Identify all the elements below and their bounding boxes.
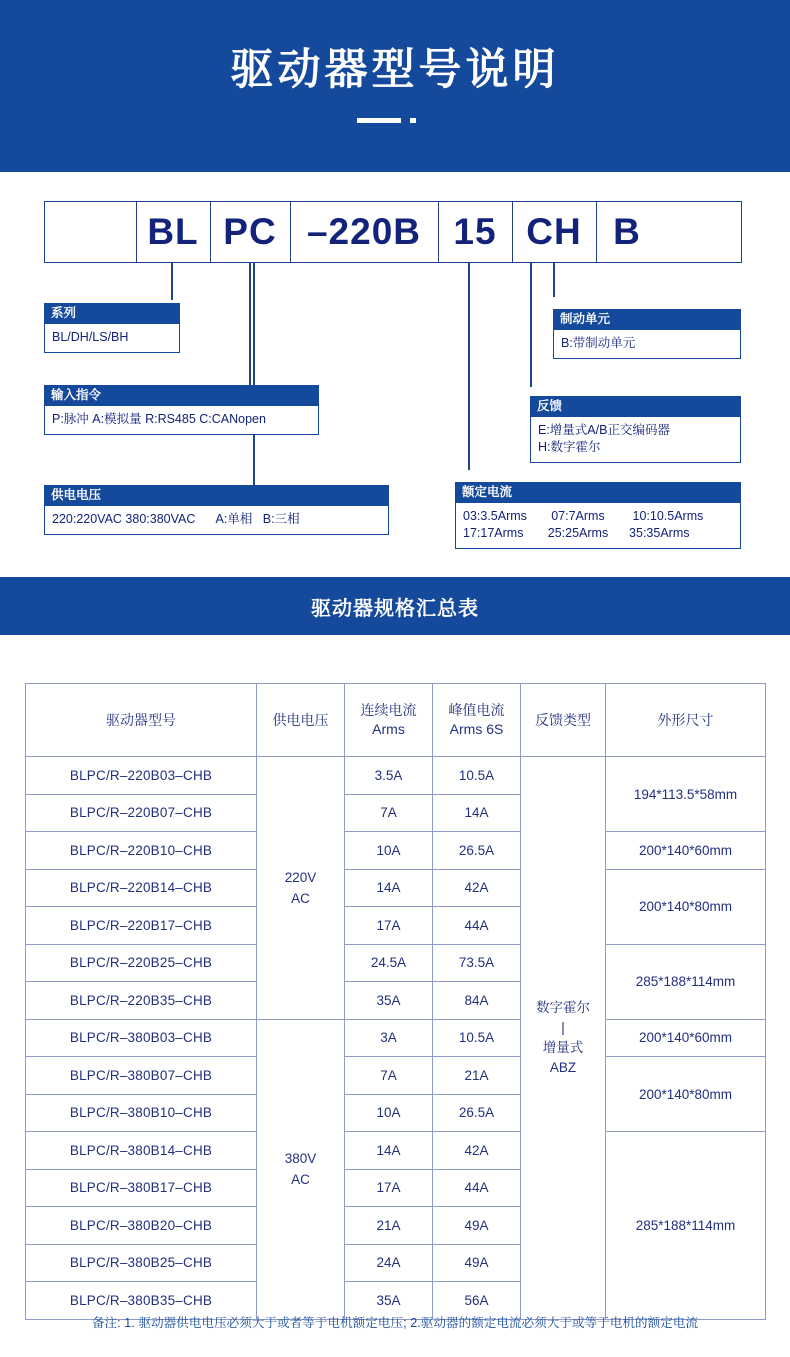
cell-continuous: 10A — [345, 1094, 433, 1132]
cell-continuous: 10A — [345, 832, 433, 870]
leader-voltage — [253, 263, 255, 485]
callout-supply-caption: 供电电压 — [44, 485, 389, 506]
cell-continuous: 24A — [345, 1244, 433, 1282]
voltage-380-l1: 380V — [284, 1151, 317, 1166]
callout-series-body — [44, 324, 180, 353]
cell-model: BLPC/R–380B10–CHB — [26, 1094, 257, 1132]
cell-peak: 73.5A — [433, 944, 521, 982]
cell-peak: 44A — [433, 1169, 521, 1207]
cell-model: BLPC/R–220B25–CHB — [26, 944, 257, 982]
code-text-input: PC — [223, 211, 277, 252]
header-dimension: 外形尺寸 — [606, 684, 766, 757]
cell-continuous: 17A — [345, 1169, 433, 1207]
table-row — [26, 757, 766, 795]
callout-supply-body — [44, 506, 389, 535]
code-text-feedback: CH — [526, 211, 582, 252]
cell-dimension: 200*140*60mm — [606, 1019, 766, 1057]
callout-feedback-line-0: E:增量式A/B正交编码器 — [538, 423, 670, 437]
header-model: 驱动器型号 — [26, 684, 257, 757]
callout-rated-current — [455, 482, 741, 549]
cell-peak: 49A — [433, 1244, 521, 1282]
feedback-line-1: 数字霍尔 — [536, 999, 590, 1015]
cell-peak: 44A — [433, 907, 521, 945]
header-continuous-current-l1: 连续电流 — [360, 702, 417, 718]
spec-table-banner — [0, 577, 790, 635]
leader-feedback — [530, 263, 532, 387]
leader-current — [468, 263, 470, 470]
cell-peak: 10.5A — [433, 757, 521, 795]
cell-continuous: 24.5A — [345, 944, 433, 982]
callout-brake-line-0: B:带制动单元 — [561, 336, 636, 350]
cell-continuous: 7A — [345, 794, 433, 832]
code-box-0 — [45, 202, 137, 262]
callout-feedback — [530, 396, 741, 463]
cell-peak: 10.5A — [433, 1019, 521, 1057]
leader-series — [171, 263, 173, 300]
callout-brake-body — [553, 330, 741, 359]
cell-continuous: 7A — [345, 1057, 433, 1095]
callout-feedback-line-1: H:数字霍尔 — [538, 440, 601, 454]
leader-input — [249, 263, 251, 385]
callout-brake-unit — [553, 309, 741, 359]
cell-peak: 84A — [433, 982, 521, 1020]
cell-continuous: 14A — [345, 869, 433, 907]
spec-table-wrap — [25, 683, 765, 1320]
cell-model: BLPC/R–220B35–CHB — [26, 982, 257, 1020]
cell-continuous: 14A — [345, 1132, 433, 1170]
cell-continuous: 35A — [345, 982, 433, 1020]
cell-model: BLPC/R–220B17–CHB — [26, 907, 257, 945]
cell-continuous: 17A — [345, 907, 433, 945]
callout-input-line-0: P:脉冲 A:模拟量 R:RS485 C:CANopen — [52, 412, 266, 426]
cell-peak: 14A — [433, 794, 521, 832]
code-text-voltage: –220B — [306, 211, 422, 252]
cell-dimension: 285*188*114mm — [606, 944, 766, 1019]
table-row — [26, 832, 766, 870]
header-feedback-type: 反馈类型 — [521, 684, 606, 757]
cell-model: BLPC/R–380B20–CHB — [26, 1207, 257, 1245]
page-title: 驱动器型号说明 — [230, 46, 560, 94]
callout-current-line-1: 17:17Arms 25:25Arms 35:35Arms — [463, 526, 690, 540]
header-continuous-current-l2: Arms — [372, 721, 405, 737]
callout-current-body — [455, 503, 741, 549]
cell-dimension: 200*140*80mm — [606, 1057, 766, 1132]
cell-dimension: 285*188*114mm — [606, 1132, 766, 1320]
feedback-line-2: | — [561, 1019, 565, 1035]
callout-supply-voltage — [44, 485, 389, 535]
cell-model: BLPC/R–380B14–CHB — [26, 1132, 257, 1170]
cell-continuous: 35A — [345, 1282, 433, 1320]
callout-input-caption: 输入指令 — [44, 385, 319, 406]
cell-voltage-380 — [257, 1019, 345, 1319]
cell-peak: 42A — [433, 869, 521, 907]
callout-current-caption: 额定电流 — [455, 482, 741, 503]
header-voltage: 供电电压 — [257, 684, 345, 757]
callout-series — [44, 303, 180, 353]
callout-brake-caption: 制动单元 — [553, 309, 741, 330]
cell-model: BLPC/R–220B10–CHB — [26, 832, 257, 870]
table-header-row — [26, 684, 766, 757]
cell-dimension: 194*113.5*58mm — [606, 757, 766, 832]
cell-feedback-type — [521, 757, 606, 1320]
code-text-current: 15 — [453, 211, 497, 252]
cell-model: BLPC/R–380B25–CHB — [26, 1244, 257, 1282]
cell-peak: 26.5A — [433, 832, 521, 870]
header-peak-current-l1: 峰值电流 — [448, 702, 505, 718]
cell-model: BLPC/R–380B17–CHB — [26, 1169, 257, 1207]
callout-input-body — [44, 406, 319, 435]
feedback-line-3: 增量式 — [542, 1039, 584, 1055]
header-continuous-current — [345, 684, 433, 757]
cell-model: BLPC/R–380B03–CHB — [26, 1019, 257, 1057]
cell-model: BLPC/R–220B07–CHB — [26, 794, 257, 832]
callout-feedback-caption: 反馈 — [530, 396, 741, 417]
page-header — [0, 0, 790, 172]
voltage-380-l2: AC — [291, 1172, 310, 1187]
cell-peak: 49A — [433, 1207, 521, 1245]
cell-peak: 42A — [433, 1132, 521, 1170]
cell-continuous: 21A — [345, 1207, 433, 1245]
table-row — [26, 1019, 766, 1057]
code-text-brake: B — [613, 211, 641, 252]
callout-current-line-0: 03:3.5Arms 07:7Arms 10:10.5Arms — [463, 509, 704, 523]
table-row — [26, 869, 766, 907]
voltage-220-l2: AC — [291, 890, 310, 906]
model-code-diagram — [0, 172, 790, 577]
cell-dimension: 200*140*80mm — [606, 869, 766, 944]
feedback-line-4: ABZ — [549, 1059, 577, 1075]
callout-supply-line-0: 220:220VAC 380:380VAC A:单相 B:三相 — [52, 512, 300, 526]
cell-peak: 56A — [433, 1282, 521, 1320]
callout-feedback-body — [530, 417, 741, 463]
cell-model: BLPC/R–380B35–CHB — [26, 1282, 257, 1320]
cell-model: BLPC/R–380B07–CHB — [26, 1057, 257, 1095]
code-text-series: BL — [147, 211, 199, 252]
cell-model: BLPC/R–220B03–CHB — [26, 757, 257, 795]
callout-series-caption: 系列 — [44, 303, 180, 324]
table-row — [26, 1132, 766, 1170]
leader-brake — [553, 263, 555, 297]
cell-peak: 21A — [433, 1057, 521, 1095]
cell-continuous: 3.5A — [345, 757, 433, 795]
footnote: 备注: 1. 驱动器供电电压必须大于或者等于电机额定电压; 2.驱动器的额定电流必须大于或等于电机的额定电流 — [91, 1316, 699, 1330]
header-dot — [410, 118, 416, 123]
header-peak-current — [433, 684, 521, 757]
cell-dimension: 200*140*60mm — [606, 832, 766, 870]
callout-input-command — [44, 385, 319, 435]
header-peak-current-l2: Arms 6S — [449, 721, 504, 737]
spec-banner-title: 驱动器规格汇总表 — [311, 597, 479, 620]
cell-continuous: 3A — [345, 1019, 433, 1057]
cell-model: BLPC/R–220B14–CHB — [26, 869, 257, 907]
cell-peak: 26.5A — [433, 1094, 521, 1132]
callout-series-line-0: BL/DH/LS/BH — [52, 330, 129, 344]
header-underline — [357, 118, 401, 123]
table-row — [26, 944, 766, 982]
voltage-220-l1: 220V — [284, 869, 317, 885]
table-row — [26, 1057, 766, 1095]
cell-voltage-220 — [257, 757, 345, 1020]
spec-table — [25, 683, 766, 1320]
